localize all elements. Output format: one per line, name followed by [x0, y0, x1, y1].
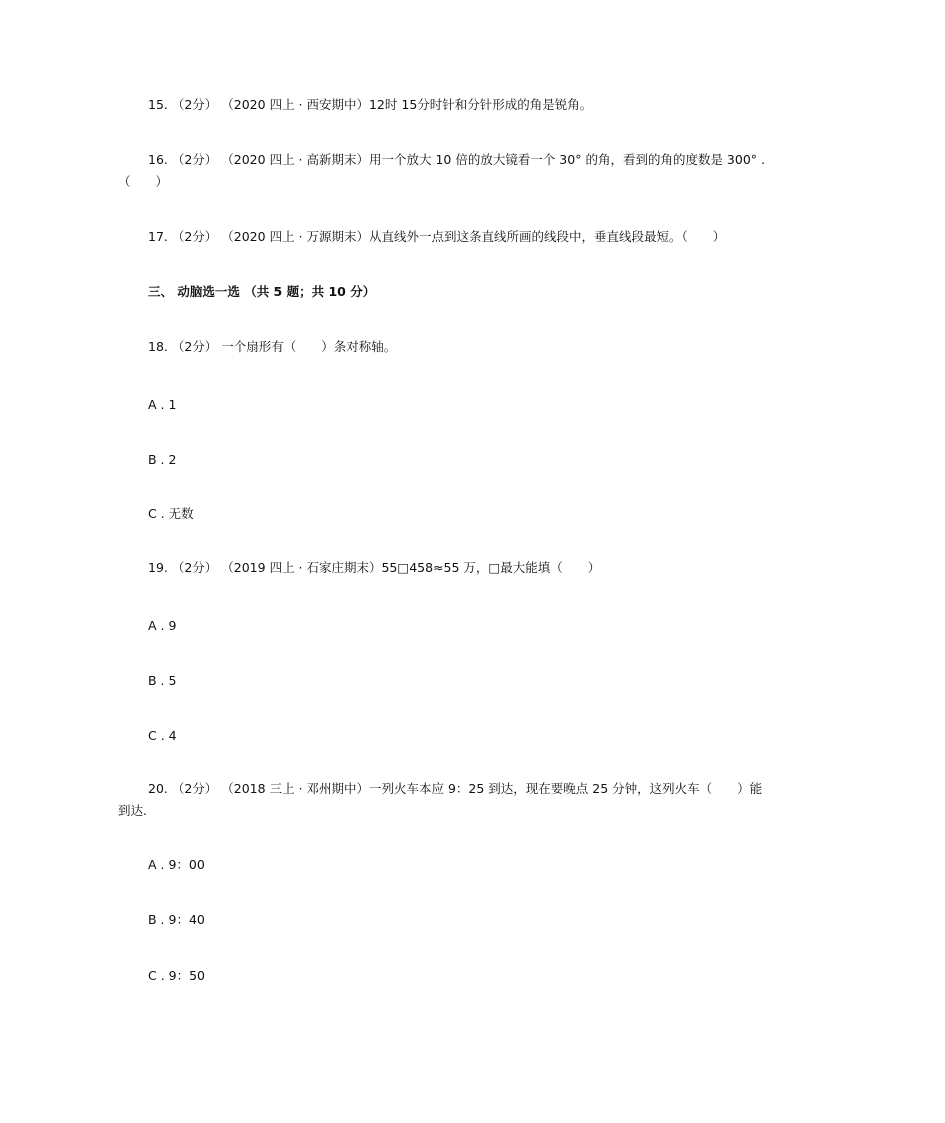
- question-16: 16. （2分） （2020 四上 · 高新期末）用一个放大 10 倍的放大镜看一个 30° 的角，看到的角的度数是 300° .: [148, 152, 765, 167]
- question-17: 17. （2分） （2020 四上 · 万源期末）从直线外一点到这条直线所画的线段中，垂直线段最短。（ ）: [148, 229, 726, 244]
- question-19-option-c: C . 4: [148, 728, 177, 743]
- section-title: 三、 动脑选一选 （共 5 题；共 10 分）: [148, 284, 376, 299]
- question-19-option-a: A . 9: [148, 618, 177, 633]
- question-18: 18. （2分） 一个扇形有（ ）条对称轴。: [148, 339, 397, 354]
- question-16-continuation: （ ）: [118, 174, 169, 189]
- question-18-option-b: B . 2: [148, 452, 177, 467]
- question-19: 19. （2分） （2019 四上 · 石家庄期末）55□458≈55 万，□最大能填（ ）: [148, 560, 601, 575]
- question-20-option-c: C . 9：50: [148, 968, 206, 983]
- question-20-option-b: B . 9：40: [148, 912, 205, 927]
- question-18-option-a: A . 1: [148, 397, 177, 412]
- question-19-option-b: B . 5: [148, 673, 177, 688]
- question-18-option-c: C . 无数: [148, 506, 194, 521]
- question-20-option-a: A . 9：00: [148, 857, 205, 872]
- question-20: 20. （2分） （2018 三上 · 邓州期中）一列火车本应 9：25 到达，现在要晚点 25 分钟，这列火车（ ）能: [148, 781, 763, 796]
- question-15: 15. （2分） （2020 四上 · 西安期中）12时 15分时针和分针形成的角是锐角。: [148, 97, 593, 112]
- question-20-continuation: 到达.: [118, 803, 147, 818]
